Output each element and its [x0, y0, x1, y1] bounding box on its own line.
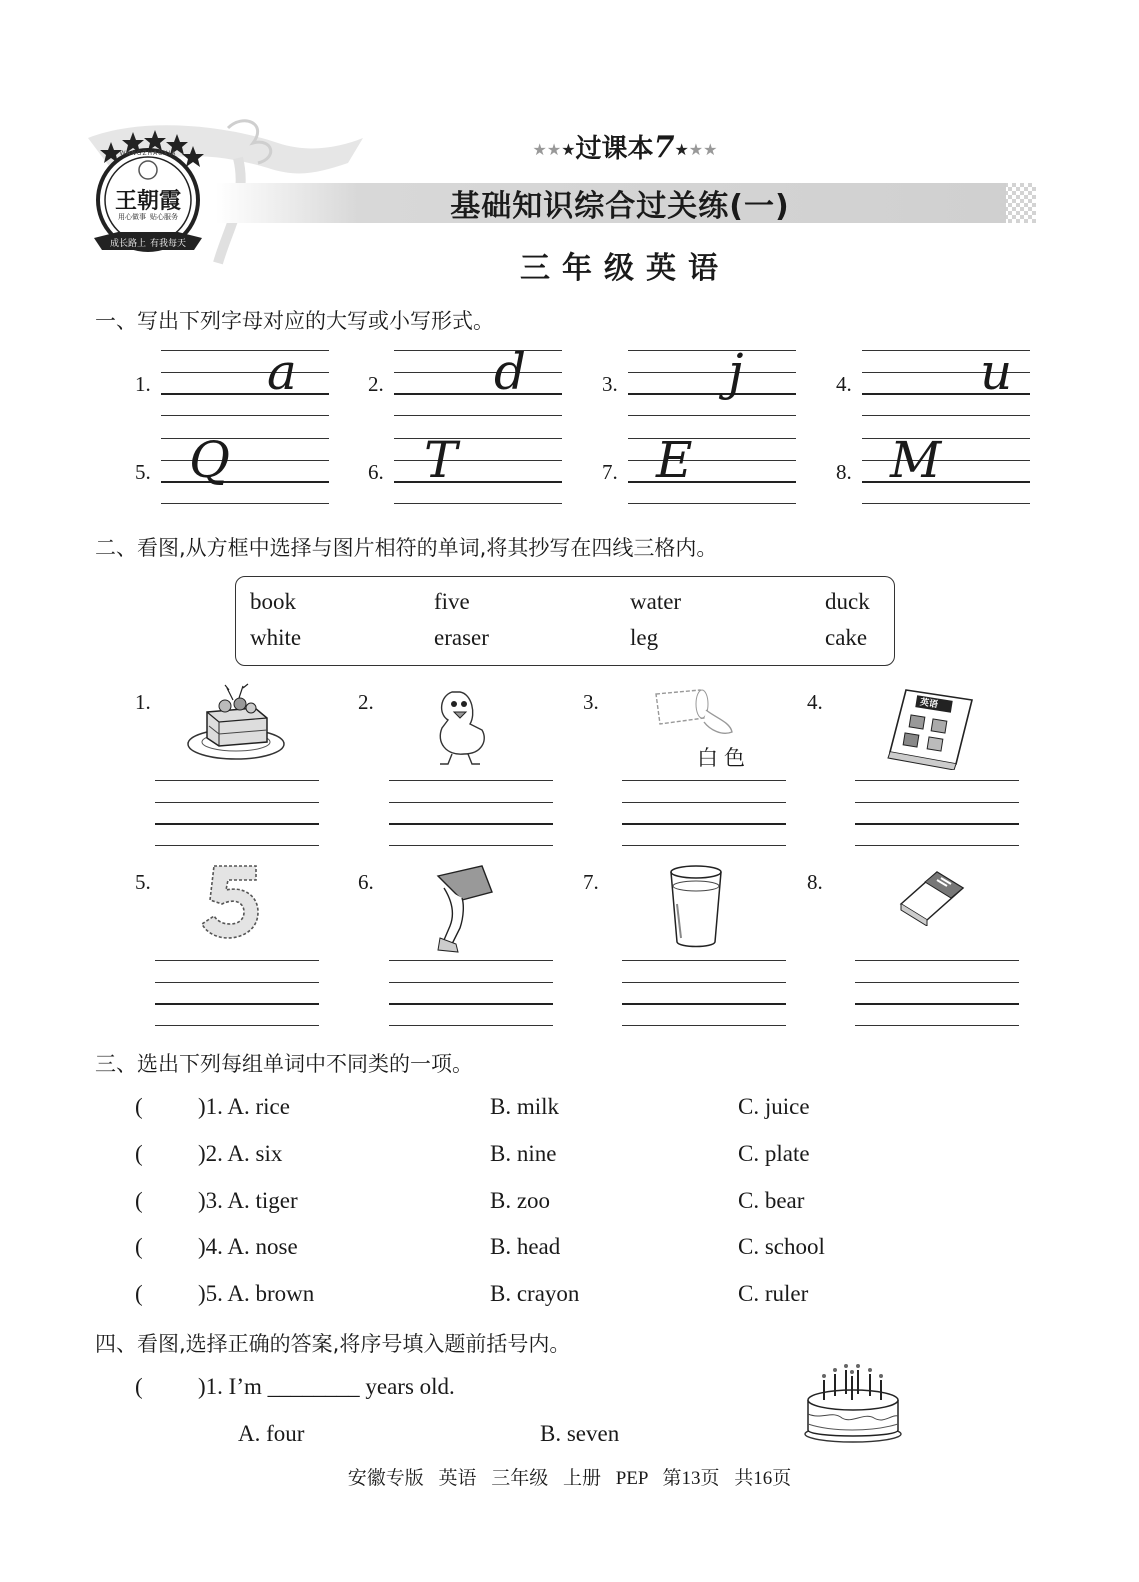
option-b: B. milk	[490, 1094, 560, 1119]
option-a: )1. A. rice	[198, 1094, 290, 1119]
logo-brand-name: 王朝霞	[114, 189, 181, 214]
option-c: C. juice	[738, 1094, 810, 1119]
star-icon: ★	[546, 140, 562, 159]
picture-item-number: 4.	[807, 690, 823, 714]
star-icon: ★	[532, 140, 547, 159]
answer-lines[interactable]	[855, 960, 1019, 1026]
word-bank-item: leg	[630, 625, 659, 650]
letter-item-number: 2.	[368, 372, 384, 396]
series-number: 7	[653, 130, 675, 165]
answer-paren[interactable]: (	[135, 1281, 143, 1306]
leg-icon	[430, 864, 496, 954]
option-b: B. head	[490, 1234, 561, 1259]
four-line-grid[interactable]	[628, 431, 796, 504]
choice-row	[0, 1281, 1139, 1311]
series-name: 过课本	[575, 134, 654, 164]
logo-ribbon-right: 有我每天	[150, 239, 187, 249]
title-band-pattern	[1000, 183, 1036, 223]
picture-item-number: 1.	[135, 690, 151, 714]
birthday-cake-icon	[802, 1360, 904, 1444]
section-3-heading: 三、选出下列每组单词中不同类的一项。	[95, 1052, 473, 1076]
star-icon: ★	[703, 140, 718, 159]
letter-item-number: 5.	[135, 460, 151, 484]
picture-item-number: 6.	[358, 870, 374, 894]
choice-row	[0, 1188, 1139, 1218]
letter-item-number: 3.	[602, 372, 618, 396]
option-c: C. plate	[738, 1141, 810, 1166]
option-b: B. crayon	[490, 1281, 580, 1306]
option-a: )5. A. brown	[198, 1281, 315, 1306]
paint-color-caption: 白色	[697, 746, 751, 770]
given-letter: u	[980, 343, 1013, 401]
brand-logo	[88, 128, 208, 258]
duck-icon	[430, 684, 495, 768]
word-bank-item: book	[250, 589, 296, 614]
water-glass-icon	[667, 864, 725, 950]
word-bank-item: duck	[825, 589, 870, 614]
answer-paren[interactable]: (	[135, 1374, 143, 1399]
book-cover-title: 英语	[919, 697, 939, 711]
picture-item-number: 5.	[135, 870, 151, 894]
option-b: B. nine	[490, 1141, 557, 1166]
answer-paren[interactable]: (	[135, 1141, 143, 1166]
four-line-grid[interactable]	[394, 431, 562, 504]
given-letter: j	[728, 343, 744, 401]
letter-item-number: 4.	[836, 372, 852, 396]
answer-lines[interactable]	[622, 780, 786, 846]
word-bank-item: five	[434, 589, 470, 614]
eraser-icon	[897, 866, 967, 926]
answer-lines[interactable]	[389, 960, 553, 1026]
choice-row	[0, 1234, 1139, 1264]
choice-row	[0, 1141, 1139, 1171]
logo-slogan-left: 用心做事	[118, 213, 146, 221]
word-bank-item: white	[250, 625, 302, 650]
letter-item-number: 6.	[368, 460, 384, 484]
four-line-grid[interactable]	[628, 343, 796, 416]
answer-lines[interactable]	[855, 780, 1019, 846]
picture-item-number: 7.	[583, 870, 599, 894]
four-line-grid[interactable]	[161, 343, 329, 416]
option-c: C. ruler	[738, 1281, 809, 1306]
logo-ring-text: WANGZHAOXIA	[119, 150, 177, 157]
given-letter: d	[494, 343, 527, 401]
word-bank-item: cake	[825, 625, 868, 650]
given-letter: E	[656, 431, 693, 489]
star-icon: ★	[561, 140, 576, 159]
option-a: A. four	[238, 1421, 305, 1446]
section-1-heading: 一、写出下列字母对应的大写或小写形式。	[95, 309, 494, 333]
word-bank-item: water	[630, 589, 682, 614]
word-bank-box	[235, 576, 895, 666]
given-letter: a	[267, 343, 297, 401]
star-icon: ★	[674, 140, 689, 159]
picture-item-number: 3.	[583, 690, 599, 714]
four-line-grid[interactable]	[862, 431, 1030, 504]
given-letter: M	[890, 431, 942, 489]
four-line-grid[interactable]	[161, 431, 329, 504]
four-line-grid[interactable]	[394, 343, 562, 416]
option-c: C. bear	[738, 1188, 805, 1213]
given-letter: T	[424, 431, 458, 489]
given-letter: Q	[189, 431, 230, 489]
option-b: B. seven	[540, 1421, 620, 1446]
five-icon	[200, 862, 262, 940]
answer-lines[interactable]	[622, 960, 786, 1026]
option-c: C. school	[738, 1234, 825, 1259]
option-b: B. zoo	[490, 1188, 551, 1213]
word-bank-item: eraser	[434, 625, 489, 650]
cake-icon	[185, 682, 287, 764]
picture-item-number: 8.	[807, 870, 823, 894]
four-line-grid[interactable]	[862, 343, 1030, 416]
option-row	[0, 1421, 1139, 1451]
logo-slogan-right: 贴心服务	[150, 213, 178, 221]
letter-item-number: 8.	[836, 460, 852, 484]
section-2-heading: 二、看图,从方框中选择与图片相符的单词,将其抄写在四线三格内。	[95, 536, 718, 560]
paint-cup-icon	[650, 688, 740, 736]
option-a: )4. A. nose	[198, 1234, 298, 1259]
series-label	[500, 128, 750, 165]
letter-item-number: 7.	[602, 460, 618, 484]
page-subtitle: 三年级英语	[520, 251, 730, 286]
page-title: 基础知识综合过关练(一)	[450, 189, 790, 224]
letter-item-number: 1.	[135, 372, 151, 396]
page-footer: 安徽专版 英语 三年级 上册 PEP 第13页 共16页	[347, 1468, 792, 1489]
section-4-heading: 四、看图,选择正确的答案,将序号填入题前括号内。	[95, 1332, 571, 1356]
answer-paren[interactable]: (	[135, 1094, 143, 1119]
answer-lines[interactable]	[389, 780, 553, 846]
option-a: )2. A. six	[198, 1141, 283, 1166]
logo-ribbon-left: 成长路上	[110, 239, 147, 249]
option-a: )3. A. tiger	[198, 1188, 298, 1213]
answer-lines[interactable]	[155, 780, 319, 846]
picture-item-number: 2.	[358, 690, 374, 714]
question-text: )1. I’m ________ years old.	[198, 1374, 455, 1399]
answer-lines[interactable]	[155, 960, 319, 1026]
choice-row	[0, 1094, 1139, 1124]
question-row	[0, 1374, 1139, 1404]
answer-paren[interactable]: (	[135, 1188, 143, 1213]
answer-paren[interactable]: (	[135, 1234, 143, 1259]
star-icon: ★	[688, 140, 704, 159]
